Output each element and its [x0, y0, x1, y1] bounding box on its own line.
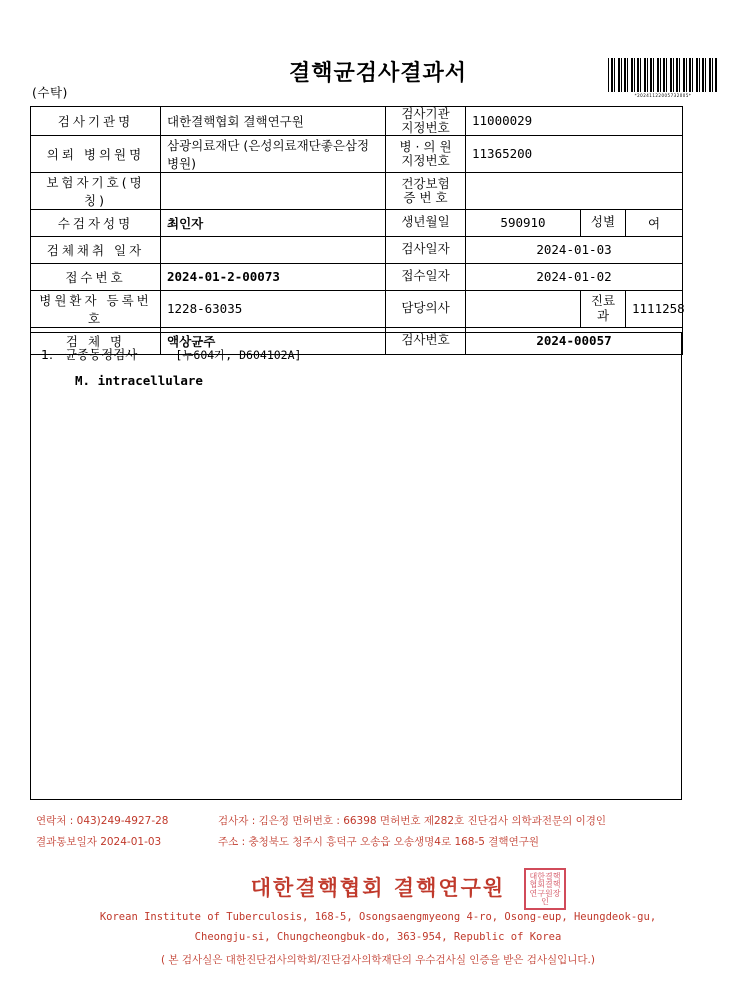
row-value-test-number: 2024-00057	[466, 327, 683, 354]
table-row	[31, 290, 683, 327]
row-label-hospital: 의뢰 병의원명	[31, 135, 161, 172]
consignment-label: (수탁)	[32, 85, 68, 100]
row-value-gender: 여	[626, 209, 683, 236]
table-row	[31, 172, 683, 209]
row-value-test-date: 2024-01-03	[466, 236, 683, 263]
row-label-department: 진료과	[581, 290, 626, 327]
address-english	[0, 908, 756, 948]
result-item	[41, 345, 301, 363]
barcode	[608, 58, 718, 100]
row-label-insurance: 보험자기호(명칭)	[31, 172, 161, 209]
row-value-reception-number: 2024-01-2-00073	[161, 263, 386, 290]
row-value-department: 1111258	[626, 290, 683, 327]
row-value-institution: 대한결핵협회 결핵연구원	[161, 107, 386, 136]
patient-info-table	[30, 106, 683, 355]
table-row	[31, 107, 683, 136]
row-value-birthdate: 590910	[466, 209, 581, 236]
page-title: 결핵균검사결과서	[288, 61, 468, 86]
barcode-bars	[608, 58, 718, 92]
table-row	[31, 236, 683, 263]
result-item-number: 1.	[41, 347, 53, 362]
result-organism: M. intracellulare	[75, 373, 203, 388]
row-label-test-date: 검사일자	[386, 236, 466, 263]
row-value-chart-number: 1228-63035	[161, 290, 386, 327]
inspector-label: 검사자 : 김은정 면허번호 : 66398 면허번호 제282호 진단검사 의학과전문의 이경인	[218, 815, 607, 827]
address-label: 주소 : 충청북도 청주시 흥덕구 오송읍 오송생명4로 168-5 결핵연구원	[218, 836, 540, 848]
row-value-hospital: 삼광의료재단 (은성의료재단좋은삼정병원)	[161, 135, 386, 172]
result-item-code: [누604가, D604102A]	[175, 348, 302, 362]
document-footer	[0, 810, 756, 966]
footer-row-address	[0, 831, 756, 852]
row-value-specimen: 액상균주	[161, 327, 386, 354]
barcode-text: *20241122005732005*	[634, 93, 692, 98]
row-label-reception-number: 접수번호	[31, 263, 161, 290]
row-label-gender: 성별	[581, 209, 626, 236]
row-value-reception-date: 2024-01-02	[466, 263, 683, 290]
table-row	[31, 135, 683, 172]
address-english-line2: Cheongju-si, Chungcheongbuk-do, 363-954, Republic of Korea	[194, 930, 562, 943]
row-label-institution-code: 검사기관 지정번호	[386, 107, 466, 136]
row-label-insurance-number: 건강보험 증 번 호	[386, 172, 466, 209]
row-label-doctor: 담당의사	[386, 290, 466, 327]
row-value-doctor	[466, 290, 581, 327]
row-value-insurance	[161, 172, 386, 209]
table-row	[31, 209, 683, 236]
row-label-test-number: 검사번호	[386, 327, 466, 354]
results-box	[30, 332, 682, 800]
row-label-reception-date: 접수일자	[386, 263, 466, 290]
document-header	[0, 56, 756, 102]
row-label-chart-number: 병원환자 등록번호	[31, 290, 161, 327]
report-date-label: 결과통보일자 2024-01-03	[36, 836, 162, 848]
row-value-collection-date	[161, 236, 386, 263]
row-label-hospital-code: 병 · 의 원 지정번호	[386, 135, 466, 172]
address-english-line1: Korean Institute of Tuberculosis, 168-5, Osongsaengmyeong 4-ro, Osong-eup, Heungdeok-gu,	[99, 911, 657, 923]
row-label-collection-date: 검체채취 일자	[31, 236, 161, 263]
row-label-institution: 검사기관명	[31, 107, 161, 136]
footer-row-contact	[0, 810, 756, 831]
row-value-insurance-number	[466, 172, 683, 209]
row-label-birthdate: 생년월일	[386, 209, 466, 236]
row-value-hospital-code: 11365200	[466, 135, 683, 172]
institute-name: 대한결핵협회 결핵연구원	[250, 876, 506, 900]
certification-note: ( 본 검사실은 대한진단검사의학회/진단검사의학재단의 우수검사실 인증을 받은 검사실입니다.)	[160, 954, 595, 966]
row-label-specimen: 검 체 명	[31, 327, 161, 354]
table-row	[31, 263, 683, 290]
contact-label: 연락처 : 043)249-4927-28	[36, 815, 169, 827]
official-seal: 대한결핵협회결핵연구원장인	[524, 868, 566, 910]
row-value-patient-name: 최인자	[161, 209, 386, 236]
row-label-patient-name: 수검자성명	[31, 209, 161, 236]
row-value-institution-code: 11000029	[466, 107, 683, 136]
result-item-name: 균종동정검사	[64, 347, 138, 362]
